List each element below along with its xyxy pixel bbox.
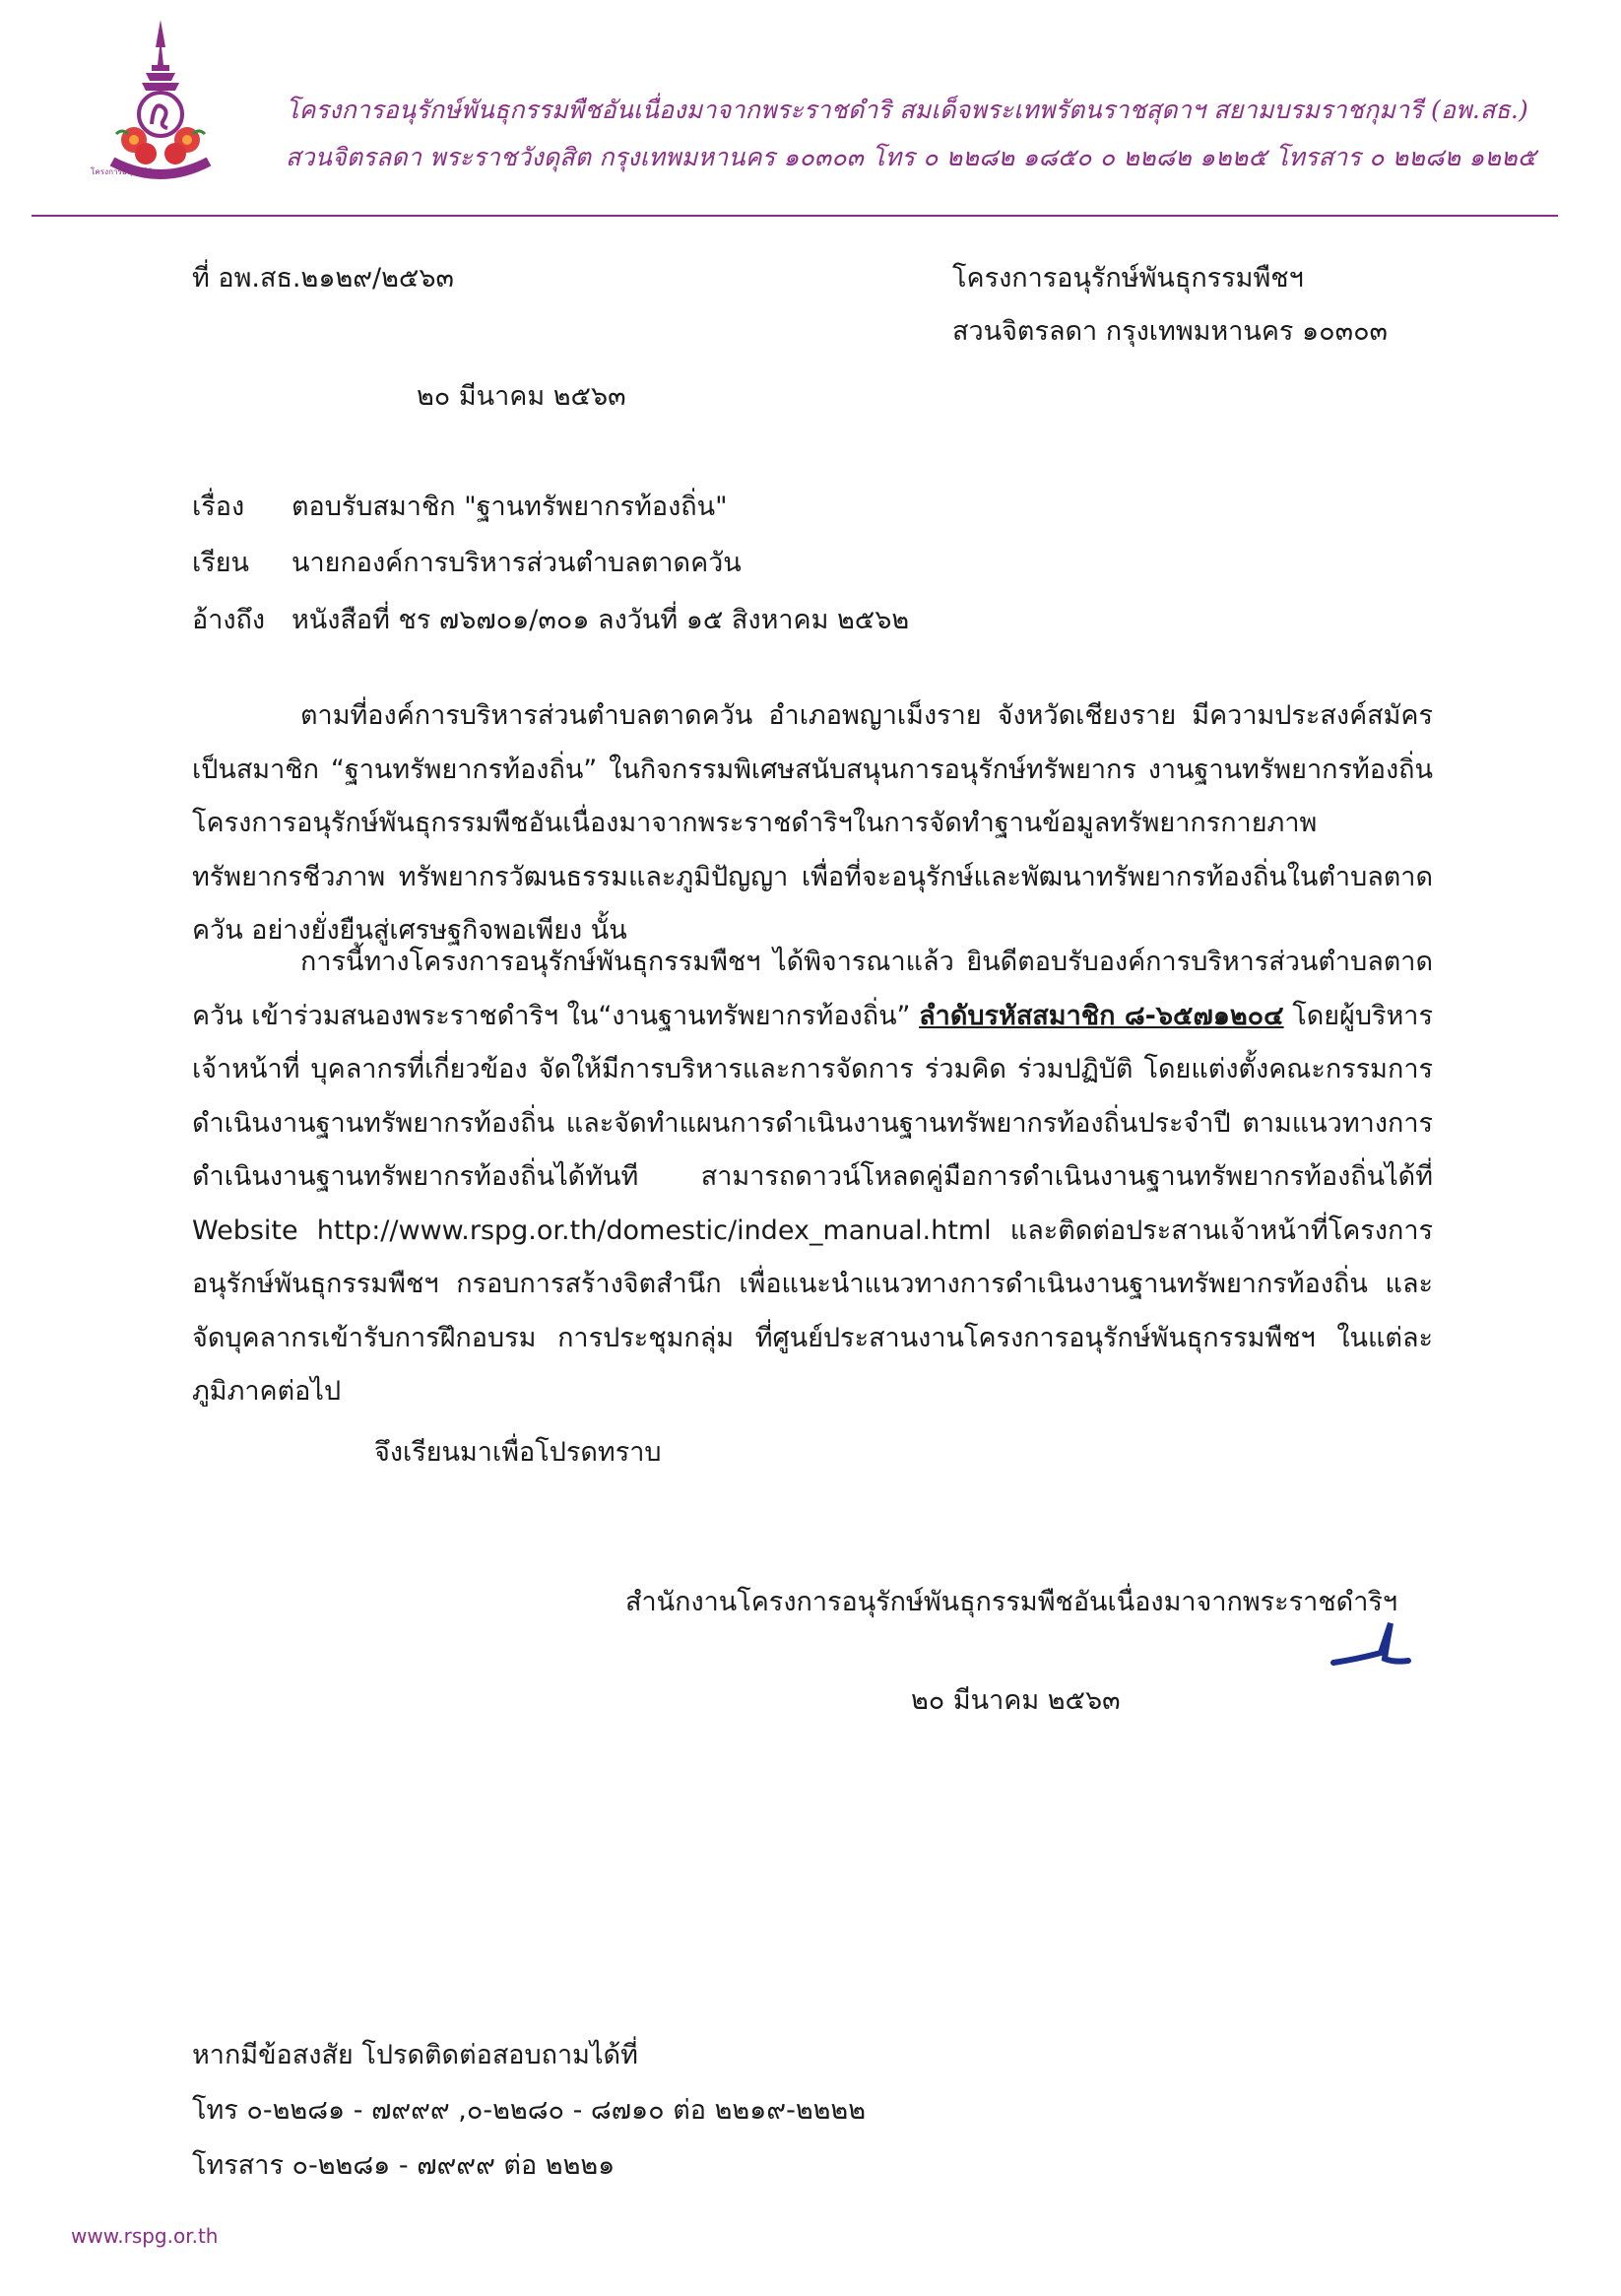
body-paragraph-2-intro: การนี้ทางโครงการอนุรักษ์พันธุกรรมพืชฯ ได้พิจารณาแล้ว ยินดีตอบรับองค์การบริหารส่วนตำบลตาดควัน เข้าร่วมสนองพระราชดำริฯ ใน“งานฐานทรัพยากรท้องถิ่น”: [192, 947, 1433, 1031]
signatory-office: สำนักงานโครงการอนุรักษ์พันธุกรรมพืชอันเนื่องมาจากพระราชดำริฯ: [625, 1587, 1398, 1617]
website-footer[interactable]: www.rspg.or.th: [71, 2224, 219, 2248]
body-paragraph-1-text: ตามที่องค์การบริหารส่วนตำบลตาดควัน อำเภอพญาเม็งราย จังหวัดเชียงราย มีความประสงค์สมัครเป็นสมาชิก “ฐานทรัพยากรท้องถิ่น” ในกิจกรรมพิเศษสนับสนุนการอนุรักษ์ทรัพยากร งานฐานทรัพยากรท้องถิ่น โครงการอนุรักษ์พันธุกรรมพืชอันเนื่องมาจากพระราชดำริฯในการจัดทำฐานข้อมูลทรัพยากรกายภาพ ทรัพยากรชีวภาพ ทรัพยากรวัฒนธรรมและภูมิปัญญา เพื่อที่จะอนุรักษ์และพัฒนาทรัพยากรท้องถิ่นในตำบลตาดควัน อย่างยั่งยืนสู่เศรษฐกิจพอเพียง นั้น: [192, 700, 1433, 946]
reference-number: ที่ อพ.สธ.๒๑๒๙/๒๕๖๓: [192, 263, 454, 294]
letterhead-divider: [32, 215, 1558, 217]
letter-date: ๒๐ มีนาคม ๒๕๖๓: [417, 381, 626, 412]
signature-mark: [1329, 1615, 1418, 1674]
contact-fax: โทรสาร ๐-๒๒๘๑ - ๗๙๙๙ ต่อ ๒๒๒๑: [192, 2150, 616, 2181]
sender-line-2: สวนจิตรลดา กรุงเทพมหานคร ๑๐๓๐๓: [952, 316, 1389, 347]
signature-date: ๒๐ มีนาคม ๒๕๖๓: [911, 1685, 1121, 1716]
member-code: ลำดับรหัสสมาชิก ๘-๖๕๗๑๒๐๔: [919, 1000, 1284, 1031]
reference-label: อ้างถึง: [192, 605, 266, 635]
letterhead-line-1: โครงการอนุรักษ์พันธุกรรมพืชอันเนื่องมาจากพระราชดำริ สมเด็จพระเทพรัตนราชสุดาฯ สยามบรมราชกุมารี (อพ.สธ.): [286, 96, 1528, 124]
logo-caption: โครงการอนุรักษ์พันธุกรรมพืช: [91, 167, 192, 177]
rspg-logo: [102, 18, 219, 187]
body-paragraph-1: [192, 689, 1433, 958]
to-value: นายกองค์การบริหารส่วนตำบลตาดควัน: [292, 548, 742, 578]
subject-value: ตอบรับสมาชิก "ฐานทรัพยากรท้องถิ่น": [292, 492, 728, 522]
letterhead-line-2: สวนจิตรลดา พระราชวังดุสิต กรุงเทพมหานคร ๑๐๓๐๓ โทร ๐ ๒๒๘๒ ๑๘๕๐ ๐ ๒๒๘๒ ๑๒๒๕ โทรสาร ๐ ๒๒๘๒ ๑๒๒๕: [286, 143, 1536, 171]
reference-value: หนังสือที่ ชร ๗๖๗๐๑/๓๐๑ ลงวันที่ ๑๕ สิงหาคม ๒๕๖๒: [292, 605, 910, 635]
contact-phone: โทร ๐-๒๒๘๑ - ๗๙๙๙ ,๐-๒๒๘๐ - ๘๗๑๐ ต่อ ๒๒๑๙-๒๒๒๒: [192, 2095, 867, 2126]
body-paragraph-2-rest: โดยผู้บริหาร เจ้าหน้าที่ บุคลากรที่เกี่ยวข้อง จัดให้มีการบริหารและการจัดการ ร่วมคิด ร่วมปฏิบัติ โดยแต่งตั้งคณะกรรมการดำเนินงานฐานทรัพยากรท้องถิ่น และจัดทำแผนการดำเนินงานฐานทรัพยากรท้องถิ่นประจำปี ตามแนวทางการดำเนินงานฐานทรัพยากรท้องถิ่นได้ทันที สามารถดาวน์โหลดคู่มือการดำเนินงานฐานทรัพยากรท้องถิ่นได้ที่ Website http://www.rspg.or.th/domestic/index_manual.html และติดต่อประสานเจ้าหน้าที่โครงการอนุรักษ์พันธุกรรมพืชฯ กรอบการสร้างจิตสำนึก เพื่อแนะนำแนวทางการดำเนินงานฐานทรัพยากรท้องถิ่น และจัดบุคลากรเข้ารับการฝึกอบรม การประชุมกลุ่ม ที่ศูนย์ประสานงานโครงการอนุรักษ์พันธุกรรมพืชฯ ในแต่ละภูมิภาคต่อไป: [192, 1000, 1433, 1407]
to-label: เรียน: [192, 548, 250, 578]
sender-line-1: โครงการอนุรักษ์พันธุกรรมพืชฯ: [952, 263, 1304, 294]
body-paragraph-2: [192, 936, 1433, 1419]
contact-intro: หากมีข้อสงสัย โปรดติดต่อสอบถามได้ที่: [192, 2040, 638, 2070]
subject-label: เรื่อง: [192, 492, 245, 522]
closing-line: จึงเรียนมาเพื่อโปรดทราบ: [374, 1437, 662, 1468]
